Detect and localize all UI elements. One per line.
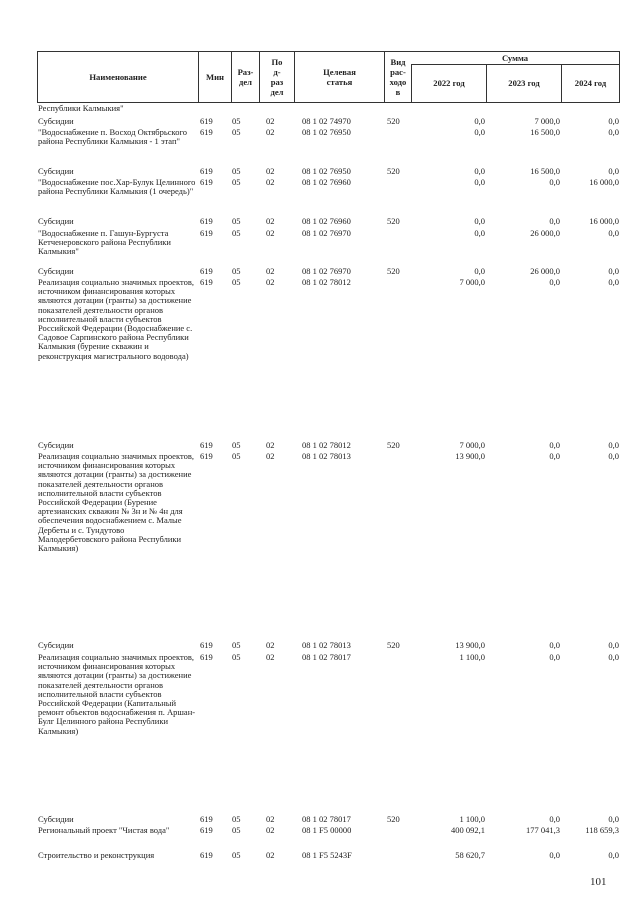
row-2024: 0,0 bbox=[608, 127, 619, 137]
row-name: Субсидии bbox=[38, 166, 74, 176]
row-2022: 0,0 bbox=[474, 116, 485, 126]
row-min: 619 bbox=[200, 451, 213, 461]
row-2023: 26 000,0 bbox=[530, 266, 560, 276]
table-header bbox=[37, 51, 620, 103]
row-min: 619 bbox=[200, 640, 213, 650]
row-celevaya: 08 1 02 76950 bbox=[302, 166, 351, 176]
row-2022: 58 620,7 bbox=[455, 850, 485, 860]
header-name: Наименование bbox=[89, 72, 147, 82]
row-podrazdel: 02 bbox=[266, 116, 275, 126]
row-podrazdel: 02 bbox=[266, 652, 275, 662]
row-razdel: 05 bbox=[232, 451, 241, 461]
row-podrazdel: 02 bbox=[266, 177, 275, 187]
row-celevaya: 08 1 02 78013 bbox=[302, 451, 351, 461]
row-min: 619 bbox=[200, 814, 213, 824]
row-name: Субсидии bbox=[38, 266, 74, 276]
row-celevaya: 08 1 02 76970 bbox=[302, 266, 351, 276]
row-min: 619 bbox=[200, 652, 213, 662]
row-vid: 520 bbox=[387, 166, 400, 176]
row-name: Субсидии bbox=[38, 440, 74, 450]
row-2022: 0,0 bbox=[474, 177, 485, 187]
row-name: Реализация социально значимых проектов, источником финансирования которых являются дотации (гранты) за достижение показателей деятельности органов исполнительной власти субъектов Российской Федерации (Бурение артезианских скважин № 3н и № 4н для обеспечения водоснабжением с. Малые Дербеты и с. Тундутово Малодербетовского района Республики Калмыкия) bbox=[38, 451, 194, 554]
row-2023: 0,0 bbox=[549, 814, 560, 824]
row-2023: 0,0 bbox=[549, 640, 560, 650]
row-celevaya: 08 1 02 78013 bbox=[302, 640, 351, 650]
row-name: Реализация социально значимых проектов, источником финансирования которых являются дотации (гранты) за достижение показателей деятельности органов исполнительной власти субъектов Российской Федерации (Капитальный ремонт объектов водоснабжения п. Аршан-Булг Целинного района Республики Калмыкия) bbox=[38, 652, 196, 736]
row-celevaya: 08 1 02 76970 bbox=[302, 228, 351, 238]
row-2024: 0,0 bbox=[608, 451, 619, 461]
row-name: Республики Калмыкия" bbox=[38, 103, 124, 113]
row-2024: 0,0 bbox=[608, 228, 619, 238]
header-celevaya: Целевая статья bbox=[294, 52, 384, 102]
row-podrazdel: 02 bbox=[266, 216, 275, 226]
row-name: "Водоснабжение пос.Хар-Булук Целинного района Республики Калмыкия (1 очередь)" bbox=[38, 177, 196, 197]
row-2023: 0,0 bbox=[549, 440, 560, 450]
row-celevaya: 08 1 F5 00000 bbox=[302, 825, 352, 835]
row-vid: 520 bbox=[387, 116, 400, 126]
row-2022: 7 000,0 bbox=[459, 440, 485, 450]
row-celevaya: 08 1 02 76950 bbox=[302, 127, 351, 137]
row-2022: 0,0 bbox=[474, 127, 485, 137]
row-min: 619 bbox=[200, 177, 213, 187]
row-celevaya: 08 1 02 78012 bbox=[302, 277, 351, 287]
row-2023: 7 000,0 bbox=[534, 116, 560, 126]
row-podrazdel: 02 bbox=[266, 127, 275, 137]
row-2022: 0,0 bbox=[474, 216, 485, 226]
row-2023: 0,0 bbox=[549, 177, 560, 187]
row-razdel: 05 bbox=[232, 228, 241, 238]
row-razdel: 05 bbox=[232, 640, 241, 650]
header-vid: Вид рас- ходо в bbox=[384, 52, 411, 102]
row-celevaya: 08 1 02 76960 bbox=[302, 177, 351, 187]
row-vid: 520 bbox=[387, 814, 400, 824]
row-celevaya: 08 1 02 78017 bbox=[302, 652, 351, 662]
row-2024: 16 000,0 bbox=[589, 216, 619, 226]
row-2023: 26 000,0 bbox=[530, 228, 560, 238]
row-razdel: 05 bbox=[232, 166, 241, 176]
row-razdel: 05 bbox=[232, 177, 241, 187]
row-celevaya: 08 1 F5 5243F bbox=[302, 850, 352, 860]
page-number: 101 bbox=[590, 876, 607, 888]
row-name: Субсидии bbox=[38, 216, 74, 226]
row-celevaya: 08 1 02 76960 bbox=[302, 216, 351, 226]
row-podrazdel: 02 bbox=[266, 814, 275, 824]
row-razdel: 05 bbox=[232, 116, 241, 126]
row-min: 619 bbox=[200, 277, 213, 287]
row-2024: 0,0 bbox=[608, 850, 619, 860]
row-2024: 0,0 bbox=[608, 814, 619, 824]
row-2022: 0,0 bbox=[474, 166, 485, 176]
row-name: "Водоснабжение п. Восход Октябрьского района Республики Калмыкия - 1 этап" bbox=[38, 127, 188, 147]
row-name: Субсидии bbox=[38, 814, 74, 824]
row-2023: 177 041,3 bbox=[526, 825, 560, 835]
row-2023: 0,0 bbox=[549, 216, 560, 226]
row-2022: 400 092,1 bbox=[451, 825, 485, 835]
row-2023: 0,0 bbox=[549, 451, 560, 461]
header-podrazdel: По д- раз дел bbox=[259, 52, 294, 102]
row-vid: 520 bbox=[387, 216, 400, 226]
header-min: Мин bbox=[198, 52, 231, 102]
row-razdel: 05 bbox=[232, 652, 241, 662]
row-podrazdel: 02 bbox=[266, 640, 275, 650]
row-name: Субсидии bbox=[38, 640, 74, 650]
row-2024: 0,0 bbox=[608, 116, 619, 126]
header-2024: 2024 год bbox=[561, 64, 619, 102]
row-name: "Водоснабжение п. Гашун-Бургуста Кетченеровского района Республики Калмыкия" bbox=[38, 228, 171, 257]
row-vid: 520 bbox=[387, 440, 400, 450]
row-2024: 16 000,0 bbox=[589, 177, 619, 187]
header-2022: 2022 год bbox=[411, 64, 486, 102]
row-2023: 16 500,0 bbox=[530, 166, 560, 176]
row-2024: 0,0 bbox=[608, 166, 619, 176]
row-podrazdel: 02 bbox=[266, 266, 275, 276]
row-min: 619 bbox=[200, 266, 213, 276]
row-podrazdel: 02 bbox=[266, 850, 275, 860]
row-razdel: 05 bbox=[232, 814, 241, 824]
row-podrazdel: 02 bbox=[266, 825, 275, 835]
row-2022: 13 900,0 bbox=[455, 640, 485, 650]
row-2023: 0,0 bbox=[549, 652, 560, 662]
row-2024: 0,0 bbox=[608, 277, 619, 287]
header-summa: Сумма bbox=[411, 52, 619, 65]
row-min: 619 bbox=[200, 850, 213, 860]
row-2022: 13 900,0 bbox=[455, 451, 485, 461]
row-2022: 0,0 bbox=[474, 228, 485, 238]
row-podrazdel: 02 bbox=[266, 228, 275, 238]
row-2023: 16 500,0 bbox=[530, 127, 560, 137]
row-2024: 0,0 bbox=[608, 266, 619, 276]
row-min: 619 bbox=[200, 116, 213, 126]
row-2024: 118 659,3 bbox=[585, 825, 619, 835]
row-podrazdel: 02 bbox=[266, 451, 275, 461]
row-2023: 0,0 bbox=[549, 850, 560, 860]
row-name: Субсидии bbox=[38, 116, 74, 126]
row-min: 619 bbox=[200, 228, 213, 238]
row-razdel: 05 bbox=[232, 440, 241, 450]
row-razdel: 05 bbox=[232, 216, 241, 226]
row-2022: 0,0 bbox=[474, 266, 485, 276]
row-razdel: 05 bbox=[232, 277, 241, 287]
row-2024: 0,0 bbox=[608, 440, 619, 450]
row-2023: 0,0 bbox=[549, 277, 560, 287]
row-name: Реализация социально значимых проектов, источником финансирования которых являются дотации (гранты) за достижение показателей деятельности органов исполнительной власти субъектов Российской Федерации (Водоснабжение с. Садовое Сарпинского района Республики Калмыкия (бурение скважин и реконструкция магистрального водовода) bbox=[38, 277, 194, 361]
row-min: 619 bbox=[200, 825, 213, 835]
row-2024: 0,0 bbox=[608, 640, 619, 650]
row-podrazdel: 02 bbox=[266, 440, 275, 450]
row-2022: 7 000,0 bbox=[459, 277, 485, 287]
row-podrazdel: 02 bbox=[266, 277, 275, 287]
row-celevaya: 08 1 02 78012 bbox=[302, 440, 351, 450]
row-celevaya: 08 1 02 74970 bbox=[302, 116, 351, 126]
row-celevaya: 08 1 02 78017 bbox=[302, 814, 351, 824]
row-2022: 1 100,0 bbox=[459, 652, 485, 662]
header-2023: 2023 год bbox=[486, 64, 561, 102]
row-2022: 1 100,0 bbox=[459, 814, 485, 824]
row-name: Региональный проект "Чистая вода" bbox=[38, 825, 170, 835]
row-razdel: 05 bbox=[232, 127, 241, 137]
row-min: 619 bbox=[200, 166, 213, 176]
row-razdel: 05 bbox=[232, 825, 241, 835]
row-vid: 520 bbox=[387, 640, 400, 650]
header-razdel: Раз- дел bbox=[231, 52, 259, 102]
row-razdel: 05 bbox=[232, 850, 241, 860]
row-podrazdel: 02 bbox=[266, 166, 275, 176]
row-vid: 520 bbox=[387, 266, 400, 276]
row-min: 619 bbox=[200, 216, 213, 226]
row-2024: 0,0 bbox=[608, 652, 619, 662]
row-min: 619 bbox=[200, 127, 213, 137]
row-min: 619 bbox=[200, 440, 213, 450]
row-name: Строительство и реконструкция bbox=[38, 850, 155, 860]
row-razdel: 05 bbox=[232, 266, 241, 276]
